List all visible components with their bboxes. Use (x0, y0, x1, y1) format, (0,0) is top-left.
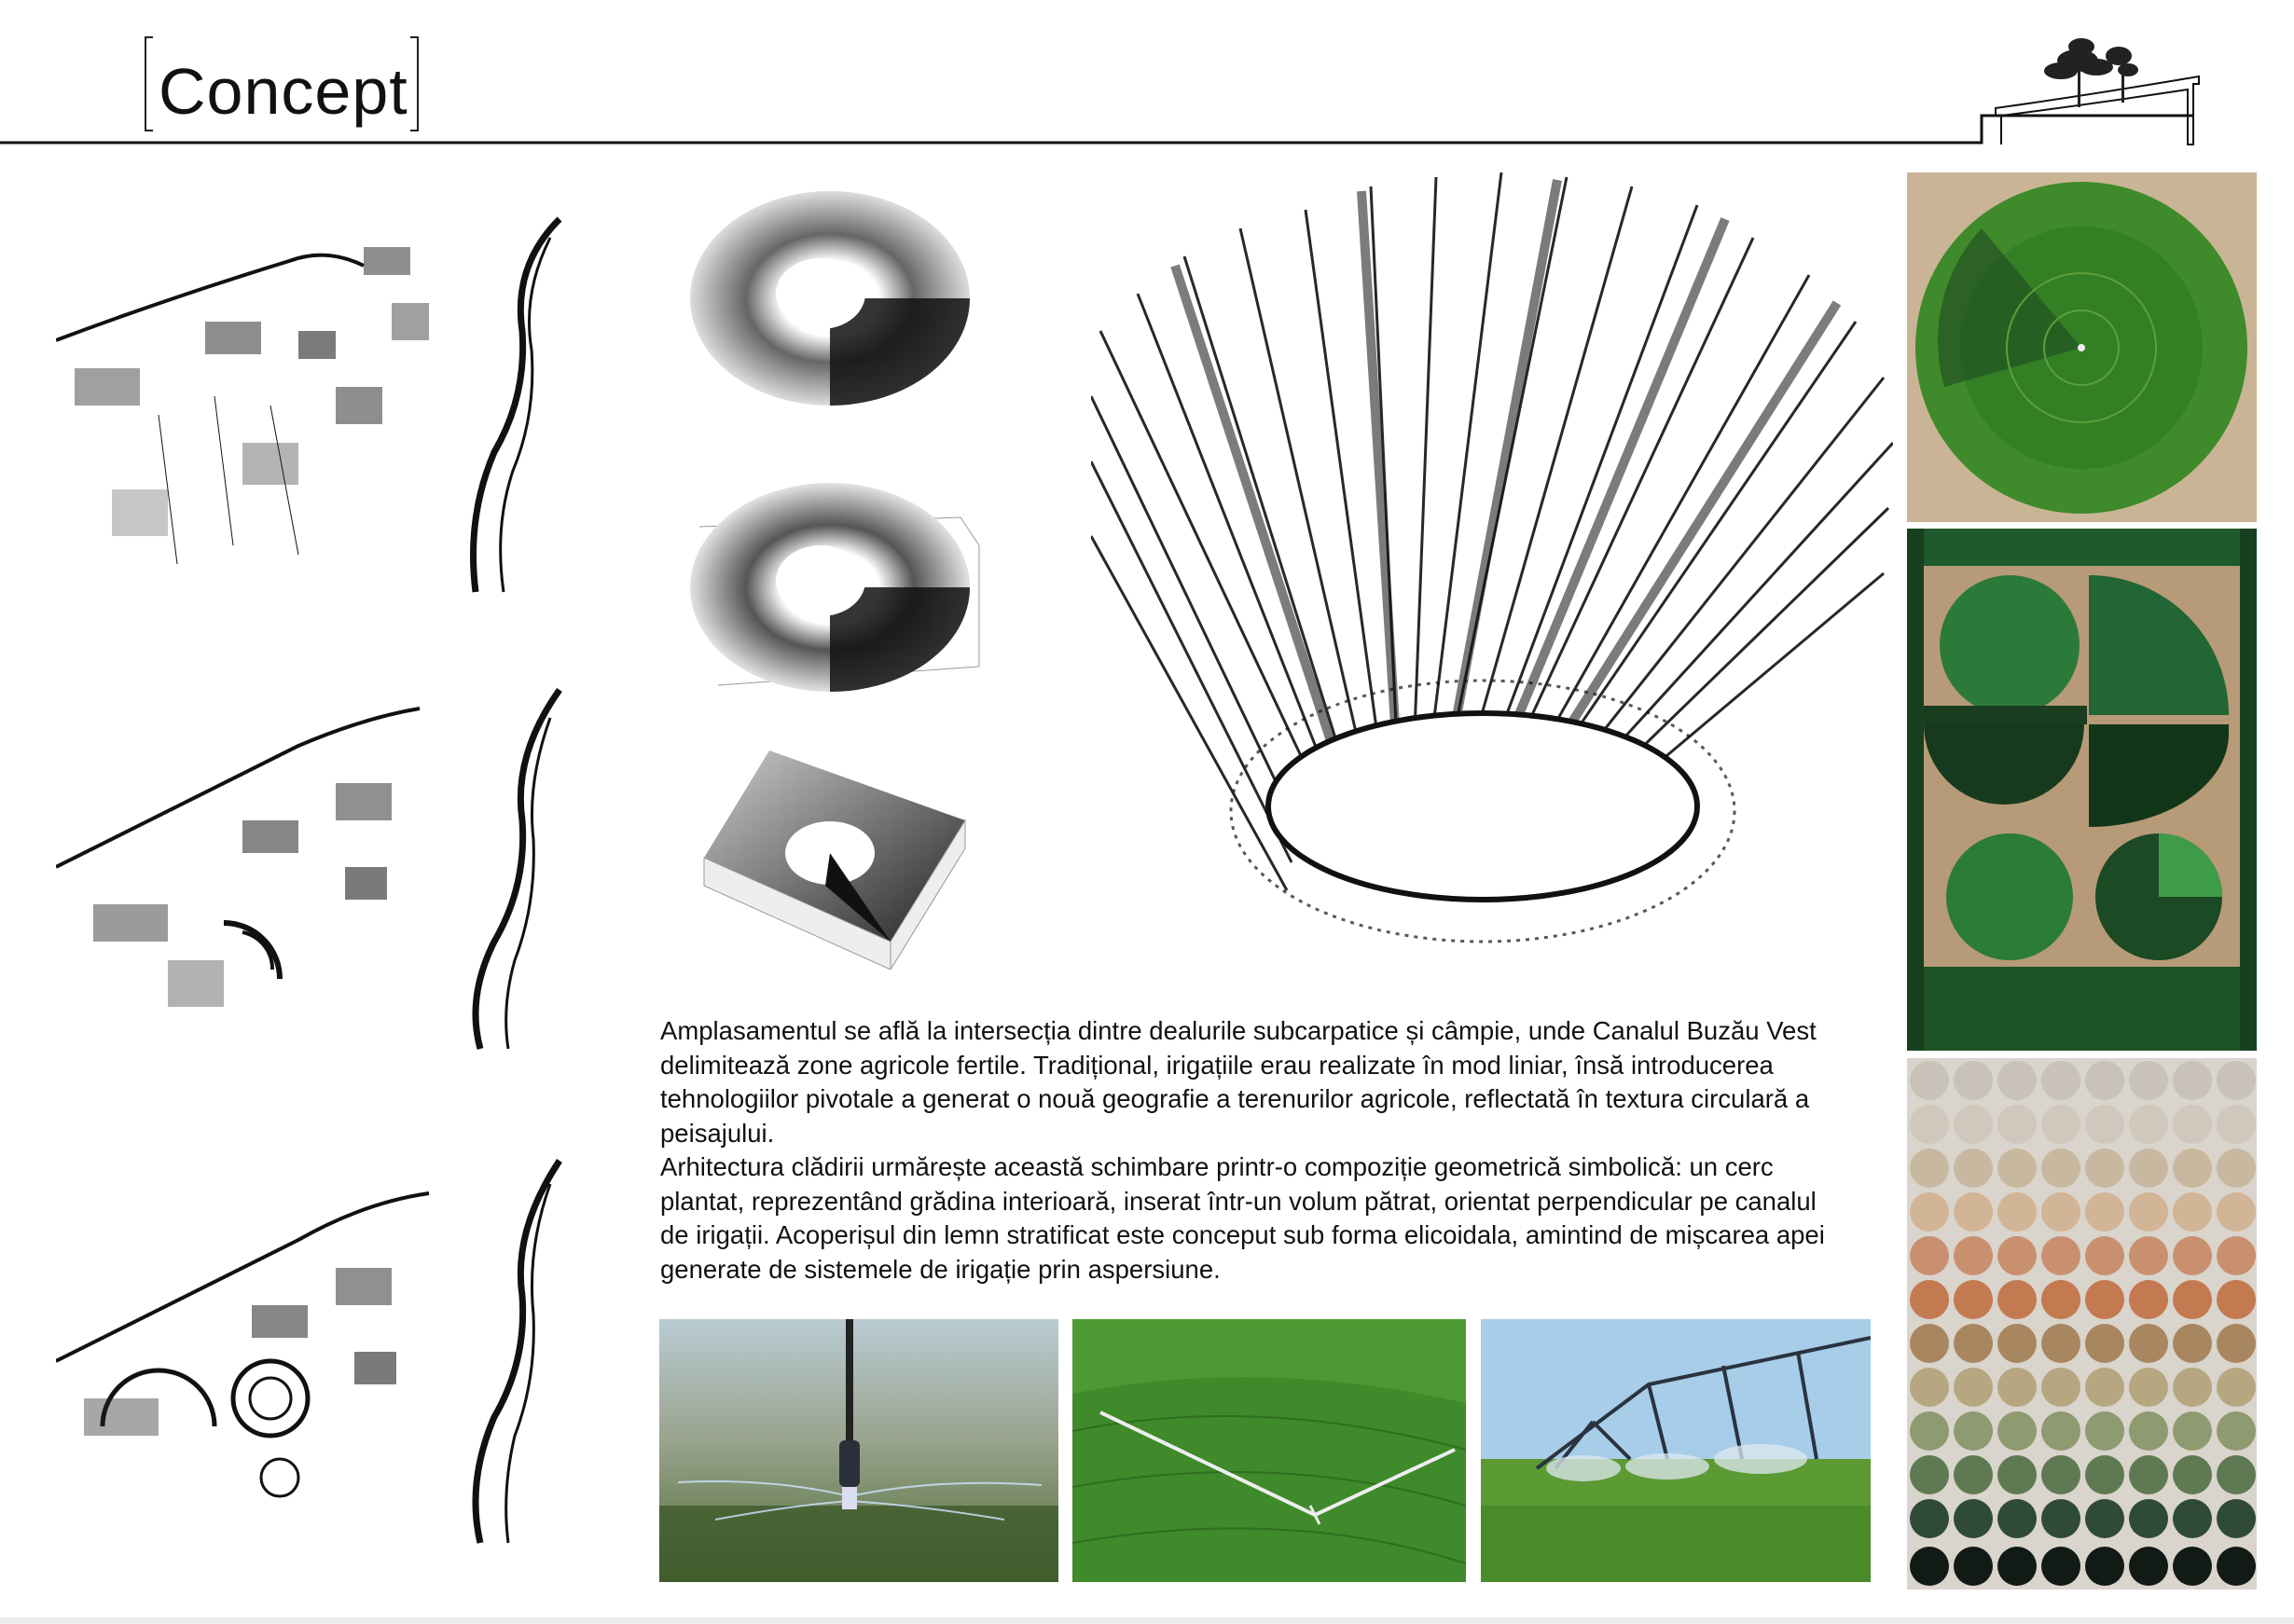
linear-irrigation-field-photo (1481, 1319, 1871, 1582)
radial-sketch-2 (681, 461, 988, 704)
page-title: Concept (159, 55, 408, 128)
pivot-field-aerial-photo (1907, 172, 2257, 522)
concept-description (660, 1014, 1845, 1287)
pivot-field-mosaic-image (1907, 1058, 2257, 1590)
center-pivot-green-field-photo (1072, 1319, 1466, 1582)
radial-sketch-1 (681, 177, 979, 420)
geometric-field-pattern-image (1907, 529, 2257, 1051)
description-paragraph-2: Arhitectura clădirii urmărește această schimbare printr-o compoziție geometrică simbolică: un cerc plantat, reprezentând grădina interioară, inserat într-un volum pătrat, orientat perpendicular pe canalul de irigații. Acoperișul din lemn stratificat este conceput sub forma elicoidala, amintind de mișcarea apei generate de sistemele de irigație prin aspersiune. (660, 1152, 1825, 1284)
sprinkler-photo (659, 1319, 1058, 1582)
tree-roof-logo-icon (1977, 19, 2210, 149)
bottom-border (0, 1617, 2294, 1624)
site-map-2 (56, 681, 578, 1053)
radial-sketch-3 (695, 746, 974, 970)
site-map-3 (56, 1147, 578, 1548)
radial-concept-drawing (1091, 154, 1893, 984)
description-paragraph-1: Amplasamentul se află la intersecția dintre dealurile subcarpatice și câmpie, unde Canalul Buzău Vest delimitează zone agricole fertile. Tradițional, irigațiile erau realizate în mod liniar, însă introducerea tehnologiilor pivotale a generat o nouă geografie a terenurilor agricole, reflectată în textura circulară a peisajului. (660, 1016, 1817, 1148)
site-map-1 (56, 210, 578, 601)
